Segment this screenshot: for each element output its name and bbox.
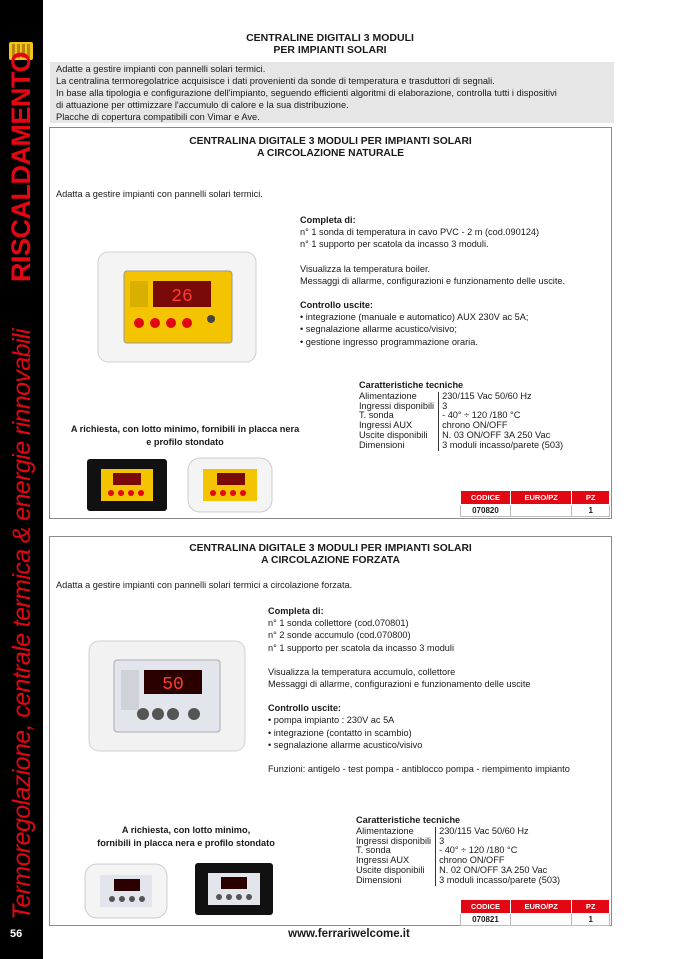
spec-value: 230/115 Vac 50/60 Hz <box>439 392 564 402</box>
spec-key: Alimentazione <box>359 390 417 401</box>
spec-value: 3 moduli incasso/parete (503) <box>436 876 561 886</box>
product-qty: 1 <box>572 505 610 517</box>
black-variant-image <box>195 863 273 915</box>
thermostat-image <box>97 251 257 363</box>
product-title: CENTRALINA DIGITALE 3 MODULI PER IMPIANTI SOLARI A CIRCOLAZIONE NATURALE <box>189 136 472 159</box>
display-readout: 50 <box>162 675 184 695</box>
white-variant-image <box>187 457 273 513</box>
product-description: Adatta a gestire impianti con pannelli solari termici. <box>56 189 263 199</box>
spec-key: Ingressi disponibili <box>359 400 435 411</box>
spec-key: Uscite disponibili <box>356 864 425 875</box>
spec-value: 230/115 Vac 50/60 Hz <box>436 827 561 837</box>
specs-table <box>356 827 560 886</box>
spec-value: 3 <box>436 837 561 847</box>
product-title: CENTRALINA DIGITALE 3 MODULI PER IMPIANTI SOLARI A CIRCOLAZIONE FORZATA <box>189 543 472 566</box>
black-variant-image <box>87 459 167 511</box>
page-title: CENTRALINE DIGITALI 3 MODULI PER IMPIANTI SOLARI <box>246 32 414 56</box>
spec-value: chrono ON/OFF <box>439 421 564 431</box>
code-table: CODICE EURO/PZ PZ 070821 1 <box>460 899 610 926</box>
spec-value: chrono ON/OFF <box>436 856 561 866</box>
footer-url[interactable]: www.ferrariwelcome.it <box>288 928 410 940</box>
spec-key: Ingressi AUX <box>356 855 410 866</box>
display-readout: 26 <box>171 287 193 307</box>
product-price <box>510 505 572 517</box>
availability-note: A richiesta, con lotto minimo, fornibili in placca nera e profilo stondato <box>97 825 275 848</box>
sidebar <box>0 0 43 959</box>
specs-table <box>359 392 563 451</box>
spec-value: - 40° ÷ 120 /180 °C <box>436 846 561 856</box>
spec-key: Ingressi AUX <box>359 420 413 431</box>
spec-key: Uscite disponibili <box>359 429 428 440</box>
spec-value: - 40° ÷ 120 /180 °C <box>439 411 564 421</box>
spec-key: T. sonda <box>359 410 394 421</box>
category-label: RISCALDAMENTO <box>6 51 36 282</box>
product-code: 070821 <box>461 914 511 926</box>
spec-key: Dimensioni <box>356 874 402 885</box>
section-subtitle: Termoregolazione, centrale termica & energie rinnovabili <box>8 329 36 920</box>
spec-key: Alimentazione <box>356 825 414 836</box>
availability-note: A richiesta, con lotto minimo, fornibili in placca nera e profilo stondato <box>70 424 300 447</box>
page-number: 56 <box>10 928 23 940</box>
included-items: Completa di: n° 1 sonda di temperatura in cavo PVC - 2 m (cod.090124) n° 1 supporto per scatola da incasso 3 moduli. Visualizza la temperatura boiler. Messaggi di allarme, configurazioni e funzionamento delle uscite. Controllo uscite: • integrazione (manuale e automatico) AUX 230V ac 5A; • segnalazione allarme acustico/visivo; • gestione ingresso programmazione oraria. <box>300 215 566 347</box>
specs-block: Caratteristiche tecniche Alimentazione 230/115 Vac 50/60 Hz Ingressi disponibili 3 T. sonda - 40° ÷ 120 /180 °C Ingressi AUX chrono ON/OFF Uscite disponibili N. 03 ON/OFF 3A 250 Vac Dimensioni 3 moduli incasso/parete (503) <box>359 380 564 450</box>
white-variant-image <box>84 863 168 919</box>
product-code: 070820 <box>461 505 511 517</box>
thermostat-image <box>88 640 246 752</box>
specs-block: Caratteristiche tecniche Alimentazione 230/115 Vac 50/60 Hz Ingressi disponibili 3 T. sonda - 40° ÷ 120 /180 °C Ingressi AUX chrono ON/OFF Uscite disponibili N. 02 ON/OFF 3A 250 Vac Dimensioni 3 moduli incasso/parete (503) <box>356 815 561 885</box>
product-panel-1 <box>49 127 612 519</box>
code-table: CODICE EURO/PZ PZ 070820 1 <box>460 490 610 517</box>
spec-value: 3 <box>439 402 564 412</box>
included-items: Completa di: n° 1 sonda collettore (cod.070801) n° 2 sonde accumulo (cod.070800) n° 1 supporto per scatola da incasso 3 moduli Visualizza la temperatura accumulo, collettore Messaggi di allarme, configurazioni e funzionamento delle uscite Controllo uscite: • pompa impianto : 230V ac 5A • integrazione (contatto in scambio) • segnalazione allarme acustico/visivo Funzioni: antigelo - test pompa - antiblocco pompa - riempimento impianto <box>268 606 570 775</box>
spec-value: N. 02 ON/OFF 3A 250 Vac <box>436 866 561 876</box>
spec-value: N. 03 ON/OFF 3A 250 Vac <box>439 431 564 441</box>
product-price <box>510 914 572 926</box>
spec-key: Dimensioni <box>359 439 405 450</box>
intro-box: Adatte a gestire impianti con pannelli solari termici. La centralina termoregolatrice acquisisce i dati provenienti da sonde di temperatura e trasduttori di segnali. In base alla tipologia e configurazione dell'impianto, seguendo efficienti algoritmi di elaborazione, controlla tutti i dispositivi di attuazione per ottimizzare l'accumulo di calore e la sua distribuzione. Placche di copertura compatibili con Vimar e Ave. <box>50 62 614 123</box>
spec-row <box>356 876 560 886</box>
product-qty: 1 <box>572 914 610 926</box>
product-description: Adatta a gestire impianti con pannelli solari termici a circolazione forzata. <box>56 580 353 590</box>
spec-key: Ingressi disponibili <box>356 835 432 846</box>
product-panel-2 <box>49 536 612 926</box>
spec-row <box>359 441 563 451</box>
spec-value: 3 moduli incasso/parete (503) <box>439 441 564 451</box>
spec-key: T. sonda <box>356 845 391 856</box>
